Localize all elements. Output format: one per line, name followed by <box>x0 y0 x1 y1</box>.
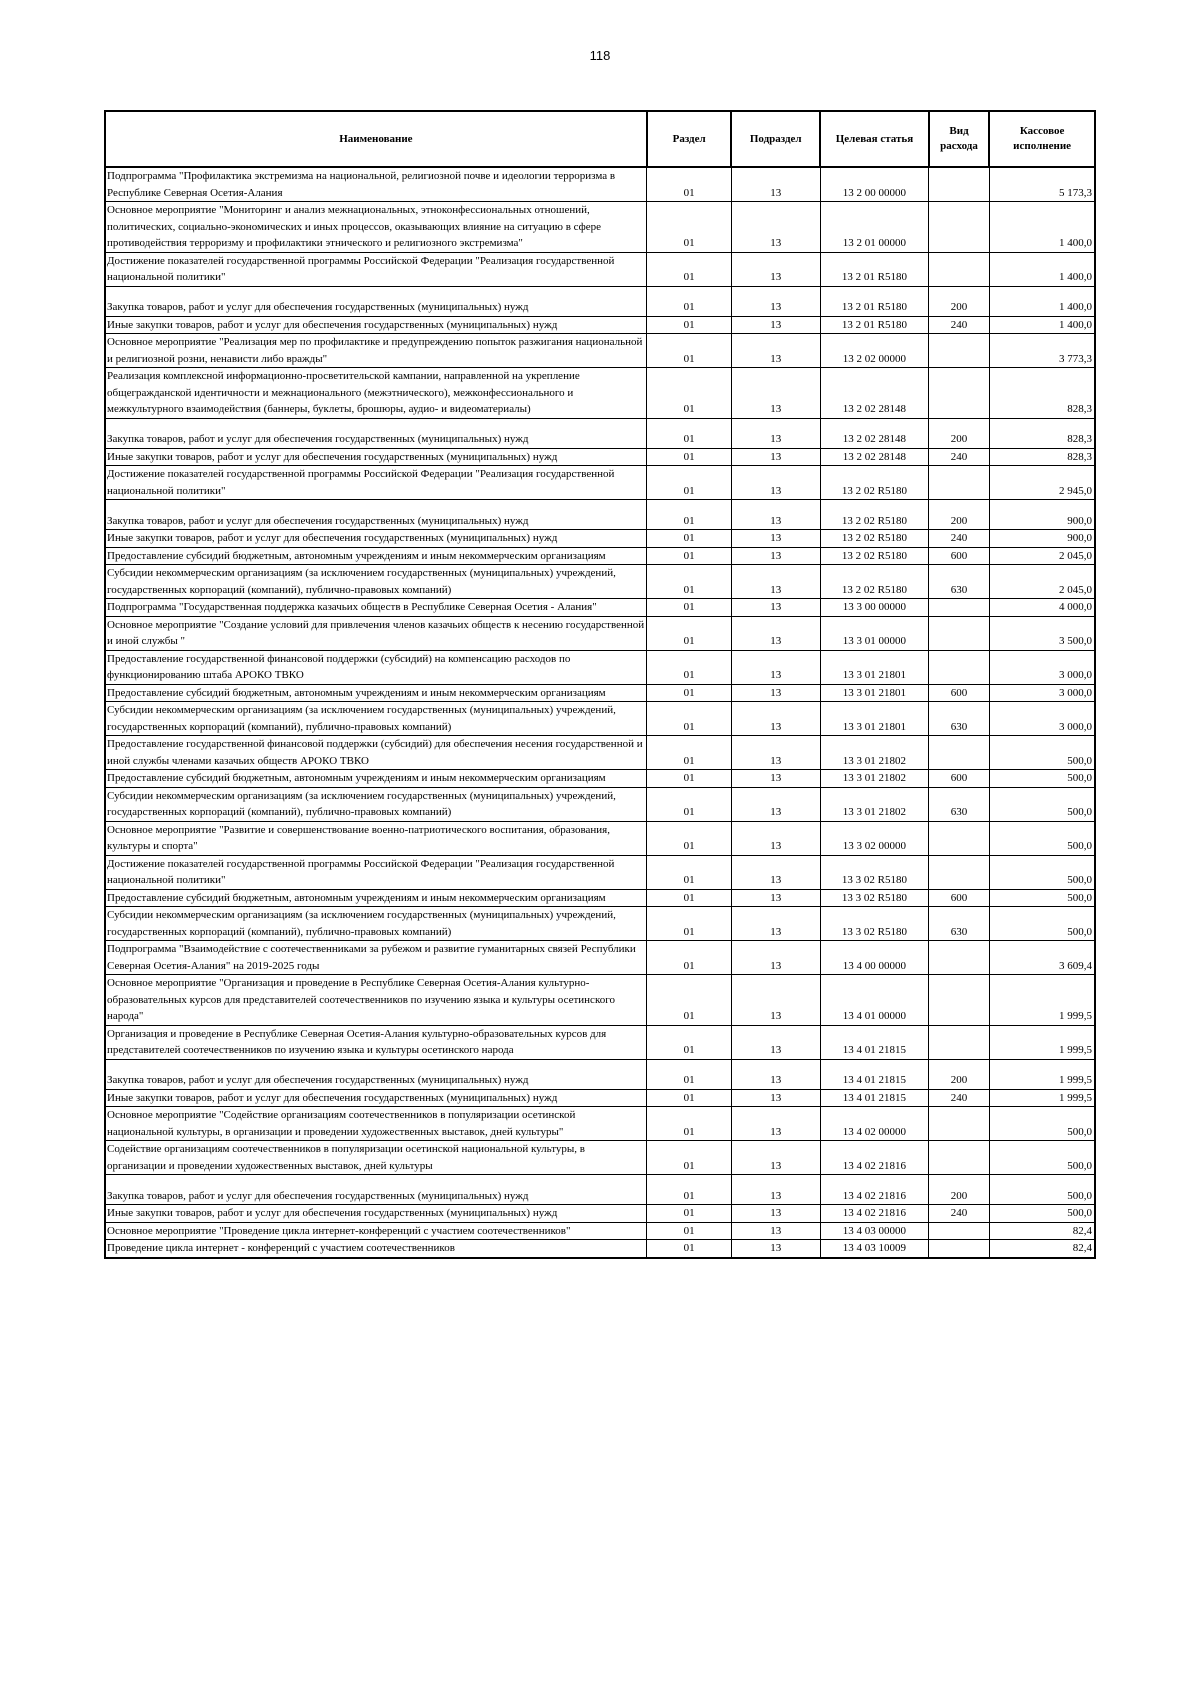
cell-expense-type <box>929 855 989 889</box>
table-row <box>105 787 1095 821</box>
cell-podrazdel: 13 <box>731 368 820 419</box>
cell-podrazdel: 13 <box>731 286 820 316</box>
cell-target-article: 13 2 00 00000 <box>820 167 929 202</box>
table-row <box>105 599 1095 617</box>
cell-razdel: 01 <box>647 1141 732 1175</box>
cell-cash-execution: 500,0 <box>989 736 1095 770</box>
cell-podrazdel: 13 <box>731 821 820 855</box>
cell-cash-execution: 2 045,0 <box>989 565 1095 599</box>
cell-expense-type: 630 <box>929 565 989 599</box>
cell-podrazdel: 13 <box>731 907 820 941</box>
cell-razdel: 01 <box>647 702 732 736</box>
cell-cash-execution: 828,3 <box>989 418 1095 448</box>
cell-name: Закупка товаров, работ и услуг для обеспечения государственных (муниципальных) нужд <box>105 418 647 448</box>
cell-target-article: 13 3 02 R5180 <box>820 855 929 889</box>
cell-name: Предоставление субсидий бюджетным, автономным учреждениям и иным некоммерческим организациям <box>105 889 647 907</box>
cell-target-article: 13 4 03 00000 <box>820 1222 929 1240</box>
cell-razdel: 01 <box>647 616 732 650</box>
cell-expense-type <box>929 736 989 770</box>
cell-name: Субсидии некоммерческим организациям (за исключением государственных (муниципальных) учреждений, государственных корпораций (компаний), публично-правовых компаний) <box>105 702 647 736</box>
cell-cash-execution: 500,0 <box>989 907 1095 941</box>
cell-podrazdel: 13 <box>731 1222 820 1240</box>
cell-name: Субсидии некоммерческим организациям (за исключением государственных (муниципальных) учреждений, государственных корпораций (компаний), публично-правовых компаний) <box>105 565 647 599</box>
cell-cash-execution: 1 999,5 <box>989 975 1095 1026</box>
table-row <box>105 855 1095 889</box>
cell-name: Содействие организациям соотечественников в популяризации осетинской национальной культуры, в организации и проведении художественных выставок, дней культуры <box>105 1141 647 1175</box>
table-row <box>105 547 1095 565</box>
cell-name: Организация и проведение в Республике Северная Осетия-Алания культурно-образовательных курсов для представителей соотечественников по изучению языка и культуры осетинского народа <box>105 1025 647 1059</box>
cell-expense-type: 240 <box>929 1205 989 1223</box>
cell-target-article: 13 4 03 10009 <box>820 1240 929 1258</box>
table-row <box>105 565 1095 599</box>
cell-podrazdel: 13 <box>731 599 820 617</box>
cell-name: Закупка товаров, работ и услуг для обеспечения государственных (муниципальных) нужд <box>105 286 647 316</box>
cell-expense-type <box>929 167 989 202</box>
cell-razdel: 01 <box>647 530 732 548</box>
cell-cash-execution: 500,0 <box>989 787 1095 821</box>
cell-name: Иные закупки товаров, работ и услуг для обеспечения государственных (муниципальных) нужд <box>105 316 647 334</box>
table-row <box>105 167 1095 202</box>
cell-razdel: 01 <box>647 599 732 617</box>
table-row <box>105 650 1095 684</box>
cell-cash-execution: 1 400,0 <box>989 202 1095 253</box>
cell-podrazdel: 13 <box>731 702 820 736</box>
cell-razdel: 01 <box>647 202 732 253</box>
cell-expense-type: 240 <box>929 1089 989 1107</box>
cell-razdel: 01 <box>647 368 732 419</box>
cell-razdel: 01 <box>647 547 732 565</box>
cell-name: Проведение цикла интернет - конференций с участием соотечественников <box>105 1240 647 1258</box>
cell-razdel: 01 <box>647 736 732 770</box>
cell-name: Подпрограмма "Государственная поддержка казачьих обществ в Республике Северная Осетия - Алания" <box>105 599 647 617</box>
cell-expense-type <box>929 1240 989 1258</box>
cell-expense-type <box>929 466 989 500</box>
cell-target-article: 13 4 02 21816 <box>820 1175 929 1205</box>
cell-razdel: 01 <box>647 770 732 788</box>
cell-podrazdel: 13 <box>731 855 820 889</box>
header-podrazdel: Подраздел <box>731 111 820 167</box>
cell-cash-execution: 500,0 <box>989 821 1095 855</box>
cell-razdel: 01 <box>647 650 732 684</box>
cell-cash-execution: 2 945,0 <box>989 466 1095 500</box>
cell-name: Основное мероприятие "Развитие и совершенствование военно-патриотического воспитания, образования, культуры и спорта" <box>105 821 647 855</box>
cell-razdel: 01 <box>647 466 732 500</box>
cell-cash-execution: 500,0 <box>989 1107 1095 1141</box>
cell-podrazdel: 13 <box>731 889 820 907</box>
cell-cash-execution: 4 000,0 <box>989 599 1095 617</box>
cell-cash-execution: 1 400,0 <box>989 286 1095 316</box>
cell-podrazdel: 13 <box>731 1089 820 1107</box>
cell-cash-execution: 3 773,3 <box>989 334 1095 368</box>
cell-razdel: 01 <box>647 167 732 202</box>
cell-target-article: 13 2 02 R5180 <box>820 500 929 530</box>
cell-name: Иные закупки товаров, работ и услуг для обеспечения государственных (муниципальных) нужд <box>105 530 647 548</box>
cell-target-article: 13 3 01 21801 <box>820 650 929 684</box>
cell-name: Предоставление субсидий бюджетным, автономным учреждениям и иным некоммерческим организациям <box>105 547 647 565</box>
cell-cash-execution: 1 400,0 <box>989 252 1095 286</box>
cell-cash-execution: 500,0 <box>989 1141 1095 1175</box>
cell-podrazdel: 13 <box>731 616 820 650</box>
cell-cash-execution: 82,4 <box>989 1222 1095 1240</box>
header-target-article: Целевая статья <box>820 111 929 167</box>
cell-expense-type <box>929 1025 989 1059</box>
cell-razdel: 01 <box>647 1025 732 1059</box>
cell-name: Основное мероприятие "Реализация мер по профилактике и предупреждению попыток разжигания национальной и религиозной розни, ненависти либо вражды" <box>105 334 647 368</box>
cell-expense-type <box>929 975 989 1026</box>
cell-podrazdel: 13 <box>731 334 820 368</box>
cell-podrazdel: 13 <box>731 202 820 253</box>
cell-target-article: 13 4 02 21816 <box>820 1141 929 1175</box>
cell-expense-type: 240 <box>929 448 989 466</box>
cell-target-article: 13 4 01 00000 <box>820 975 929 1026</box>
cell-expense-type: 600 <box>929 889 989 907</box>
table-row <box>105 418 1095 448</box>
cell-razdel: 01 <box>647 1175 732 1205</box>
cell-podrazdel: 13 <box>731 448 820 466</box>
cell-podrazdel: 13 <box>731 547 820 565</box>
cell-razdel: 01 <box>647 316 732 334</box>
cell-name: Закупка товаров, работ и услуг для обеспечения государственных (муниципальных) нужд <box>105 1175 647 1205</box>
cell-name: Основное мероприятие "Содействие организациям соотечественников в популяризации осетинской национальной культуры, в организации и проведении художественных выставок, дней культуры" <box>105 1107 647 1141</box>
cell-name: Подпрограмма "Взаимодействие с соотечественниками за рубежом и развитие гуманитарных связей Республики Северная Осетия-Алания" на 2019-2025 годы <box>105 941 647 975</box>
cell-target-article: 13 4 01 21815 <box>820 1025 929 1059</box>
cell-podrazdel: 13 <box>731 1175 820 1205</box>
cell-razdel: 01 <box>647 286 732 316</box>
cell-expense-type: 600 <box>929 547 989 565</box>
table-row <box>105 1059 1095 1089</box>
cell-cash-execution: 3 500,0 <box>989 616 1095 650</box>
cell-cash-execution: 3 609,4 <box>989 941 1095 975</box>
cell-target-article: 13 2 01 R5180 <box>820 252 929 286</box>
cell-razdel: 01 <box>647 334 732 368</box>
cell-name: Субсидии некоммерческим организациям (за исключением государственных (муниципальных) учреждений, государственных корпораций (компаний), публично-правовых компаний) <box>105 907 647 941</box>
table-row <box>105 252 1095 286</box>
cell-target-article: 13 2 02 R5180 <box>820 565 929 599</box>
cell-expense-type: 240 <box>929 530 989 548</box>
cell-razdel: 01 <box>647 787 732 821</box>
cell-target-article: 13 3 01 21802 <box>820 770 929 788</box>
cell-expense-type <box>929 941 989 975</box>
cell-target-article: 13 2 02 28148 <box>820 448 929 466</box>
table-row <box>105 1175 1095 1205</box>
cell-podrazdel: 13 <box>731 975 820 1026</box>
cell-podrazdel: 13 <box>731 1240 820 1258</box>
cell-cash-execution: 500,0 <box>989 889 1095 907</box>
table-row <box>105 1240 1095 1258</box>
cell-name: Иные закупки товаров, работ и услуг для обеспечения государственных (муниципальных) нужд <box>105 1205 647 1223</box>
cell-name: Предоставление субсидий бюджетным, автономным учреждениям и иным некоммерческим организациям <box>105 770 647 788</box>
table-row <box>105 316 1095 334</box>
cell-cash-execution: 3 000,0 <box>989 684 1095 702</box>
header-expense-type: Вид расхода <box>929 111 989 167</box>
cell-name: Основное мероприятие "Проведение цикла интернет-конференций с участием соотечественников" <box>105 1222 647 1240</box>
cell-cash-execution: 1 400,0 <box>989 316 1095 334</box>
cell-name: Субсидии некоммерческим организациям (за исключением государственных (муниципальных) учреждений, государственных корпораций (компаний), публично-правовых компаний) <box>105 787 647 821</box>
cell-expense-type <box>929 650 989 684</box>
cell-target-article: 13 4 00 00000 <box>820 941 929 975</box>
cell-name: Иные закупки товаров, работ и услуг для обеспечения государственных (муниципальных) нужд <box>105 1089 647 1107</box>
cell-razdel: 01 <box>647 1205 732 1223</box>
cell-podrazdel: 13 <box>731 787 820 821</box>
cell-expense-type <box>929 252 989 286</box>
cell-cash-execution: 900,0 <box>989 530 1095 548</box>
cell-target-article: 13 2 01 00000 <box>820 202 929 253</box>
table-row <box>105 1141 1095 1175</box>
table-row <box>105 286 1095 316</box>
table-row <box>105 368 1095 419</box>
cell-target-article: 13 4 01 21815 <box>820 1059 929 1089</box>
cell-razdel: 01 <box>647 1222 732 1240</box>
cell-cash-execution: 500,0 <box>989 1205 1095 1223</box>
cell-expense-type: 600 <box>929 770 989 788</box>
table-row <box>105 448 1095 466</box>
cell-razdel: 01 <box>647 941 732 975</box>
header-name: Наименование <box>105 111 647 167</box>
cell-podrazdel: 13 <box>731 941 820 975</box>
cell-razdel: 01 <box>647 975 732 1026</box>
cell-target-article: 13 3 01 21801 <box>820 684 929 702</box>
cell-razdel: 01 <box>647 565 732 599</box>
cell-target-article: 13 2 02 00000 <box>820 334 929 368</box>
cell-cash-execution: 500,0 <box>989 770 1095 788</box>
table-row <box>105 202 1095 253</box>
table-row <box>105 770 1095 788</box>
cell-cash-execution: 828,3 <box>989 368 1095 419</box>
cell-name: Предоставление государственной финансовой поддержки (субсидий) на компенсацию расходов по функционированию штаба АРОКО ТВКО <box>105 650 647 684</box>
table-row <box>105 1107 1095 1141</box>
cell-expense-type <box>929 368 989 419</box>
cell-target-article: 13 2 02 R5180 <box>820 547 929 565</box>
cell-cash-execution: 2 045,0 <box>989 547 1095 565</box>
cell-podrazdel: 13 <box>731 1141 820 1175</box>
cell-name: Закупка товаров, работ и услуг для обеспечения государственных (муниципальных) нужд <box>105 500 647 530</box>
cell-expense-type: 200 <box>929 286 989 316</box>
cell-podrazdel: 13 <box>731 530 820 548</box>
cell-podrazdel: 13 <box>731 770 820 788</box>
cell-podrazdel: 13 <box>731 418 820 448</box>
table-header-row <box>105 111 1095 167</box>
table-body <box>105 167 1095 1258</box>
table-row <box>105 1205 1095 1223</box>
cell-target-article: 13 3 01 21801 <box>820 702 929 736</box>
cell-podrazdel: 13 <box>731 316 820 334</box>
cell-name: Достижение показателей государственной программы Российской Федерации "Реализация государственной национальной политики" <box>105 855 647 889</box>
cell-podrazdel: 13 <box>731 167 820 202</box>
cell-target-article: 13 3 00 00000 <box>820 599 929 617</box>
cell-cash-execution: 3 000,0 <box>989 650 1095 684</box>
table-row <box>105 907 1095 941</box>
cell-expense-type <box>929 599 989 617</box>
budget-table <box>104 110 1096 1259</box>
cell-razdel: 01 <box>647 855 732 889</box>
table-row <box>105 466 1095 500</box>
cell-cash-execution: 1 999,5 <box>989 1025 1095 1059</box>
cell-target-article: 13 2 02 R5180 <box>820 530 929 548</box>
cell-target-article: 13 3 01 21802 <box>820 736 929 770</box>
cell-cash-execution: 3 000,0 <box>989 702 1095 736</box>
cell-name: Подпрограмма "Профилактика экстремизма на национальной, религиозной почве и идеологии терроризма в Республике Северная Осетия-Алания <box>105 167 647 202</box>
cell-name: Закупка товаров, работ и услуг для обеспечения государственных (муниципальных) нужд <box>105 1059 647 1089</box>
cell-razdel: 01 <box>647 1059 732 1089</box>
cell-expense-type: 200 <box>929 1059 989 1089</box>
cell-expense-type: 600 <box>929 684 989 702</box>
cell-podrazdel: 13 <box>731 252 820 286</box>
page-number: 118 <box>589 48 611 63</box>
table-row <box>105 975 1095 1026</box>
cell-name: Реализация комплексной информационно-просветительской кампании, направленной на укрепление общегражданской идентичности и межнационального (межэтнического), межконфессионального и межкультурного взаимодействия (баннеры, буклеты, брошюры, аудио- и видеоматериалы) <box>105 368 647 419</box>
cell-podrazdel: 13 <box>731 500 820 530</box>
cell-expense-type <box>929 821 989 855</box>
cell-target-article: 13 3 01 21802 <box>820 787 929 821</box>
cell-target-article: 13 4 02 21816 <box>820 1205 929 1223</box>
cell-target-article: 13 2 01 R5180 <box>820 286 929 316</box>
header-razdel: Раздел <box>647 111 732 167</box>
cell-podrazdel: 13 <box>731 466 820 500</box>
table-row <box>105 736 1095 770</box>
cell-name: Достижение показателей государственной программы Российской Федерации "Реализация государственной национальной политики" <box>105 466 647 500</box>
cell-expense-type: 630 <box>929 702 989 736</box>
cell-expense-type <box>929 202 989 253</box>
cell-target-article: 13 3 02 R5180 <box>820 889 929 907</box>
table-row <box>105 941 1095 975</box>
table-row <box>105 684 1095 702</box>
cell-target-article: 13 4 01 21815 <box>820 1089 929 1107</box>
cell-razdel: 01 <box>647 684 732 702</box>
table-row <box>105 889 1095 907</box>
cell-razdel: 01 <box>647 889 732 907</box>
cell-expense-type: 630 <box>929 787 989 821</box>
cell-expense-type: 200 <box>929 500 989 530</box>
cell-cash-execution: 500,0 <box>989 855 1095 889</box>
cell-razdel: 01 <box>647 252 732 286</box>
cell-expense-type: 240 <box>929 316 989 334</box>
cell-razdel: 01 <box>647 448 732 466</box>
cell-name: Основное мероприятие "Мониторинг и анализ межнациональных, этноконфессиональных отношений, политических, социально-экономических и иных процессов, оказывающих влияние на ситуацию в сфере противодействия терроризму и профилактики этнического и религиозного экстремизма" <box>105 202 647 253</box>
cell-razdel: 01 <box>647 500 732 530</box>
cell-podrazdel: 13 <box>731 736 820 770</box>
cell-podrazdel: 13 <box>731 1107 820 1141</box>
cell-cash-execution: 500,0 <box>989 1175 1095 1205</box>
cell-name: Предоставление субсидий бюджетным, автономным учреждениям и иным некоммерческим организациям <box>105 684 647 702</box>
cell-target-article: 13 2 02 R5180 <box>820 466 929 500</box>
cell-expense-type <box>929 1222 989 1240</box>
cell-cash-execution: 828,3 <box>989 448 1095 466</box>
table-row <box>105 1222 1095 1240</box>
cell-razdel: 01 <box>647 418 732 448</box>
cell-target-article: 13 4 02 00000 <box>820 1107 929 1141</box>
cell-expense-type <box>929 616 989 650</box>
cell-expense-type <box>929 334 989 368</box>
cell-podrazdel: 13 <box>731 1205 820 1223</box>
table-row <box>105 616 1095 650</box>
cell-expense-type: 200 <box>929 418 989 448</box>
table-row <box>105 530 1095 548</box>
cell-razdel: 01 <box>647 1089 732 1107</box>
cell-expense-type <box>929 1107 989 1141</box>
cell-target-article: 13 2 02 28148 <box>820 418 929 448</box>
cell-target-article: 13 3 02 R5180 <box>820 907 929 941</box>
cell-expense-type: 200 <box>929 1175 989 1205</box>
cell-podrazdel: 13 <box>731 565 820 599</box>
cell-podrazdel: 13 <box>731 1059 820 1089</box>
cell-cash-execution: 5 173,3 <box>989 167 1095 202</box>
table-row <box>105 500 1095 530</box>
cell-name: Предоставление государственной финансовой поддержки (субсидий) для обеспечения несения государственной и иной службы членами казачьих обществ АРОКО ТВКО <box>105 736 647 770</box>
header-cash-execution: Кассовое исполнение <box>989 111 1095 167</box>
table-row <box>105 1025 1095 1059</box>
cell-target-article: 13 3 01 00000 <box>820 616 929 650</box>
cell-expense-type <box>929 1141 989 1175</box>
cell-name: Достижение показателей государственной программы Российской Федерации "Реализация государственной национальной политики" <box>105 252 647 286</box>
cell-razdel: 01 <box>647 1240 732 1258</box>
cell-target-article: 13 2 02 28148 <box>820 368 929 419</box>
cell-target-article: 13 3 02 00000 <box>820 821 929 855</box>
cell-name: Основное мероприятие "Создание условий для привлечения членов казачьих обществ к несению государственной и иной службы " <box>105 616 647 650</box>
cell-cash-execution: 1 999,5 <box>989 1089 1095 1107</box>
cell-podrazdel: 13 <box>731 684 820 702</box>
cell-target-article: 13 2 01 R5180 <box>820 316 929 334</box>
cell-name: Основное мероприятие "Организация и проведение в Республике Северная Осетия-Алания культурно-образовательных курсов для представителей соотечественников по изучению языка и культуры осетинского народа" <box>105 975 647 1026</box>
cell-cash-execution: 82,4 <box>989 1240 1095 1258</box>
cell-cash-execution: 900,0 <box>989 500 1095 530</box>
cell-name: Иные закупки товаров, работ и услуг для обеспечения государственных (муниципальных) нужд <box>105 448 647 466</box>
cell-podrazdel: 13 <box>731 1025 820 1059</box>
table-row <box>105 1089 1095 1107</box>
table-row <box>105 702 1095 736</box>
cell-expense-type: 630 <box>929 907 989 941</box>
table-row <box>105 334 1095 368</box>
cell-razdel: 01 <box>647 821 732 855</box>
cell-razdel: 01 <box>647 1107 732 1141</box>
cell-podrazdel: 13 <box>731 650 820 684</box>
cell-razdel: 01 <box>647 907 732 941</box>
table-row <box>105 821 1095 855</box>
cell-cash-execution: 1 999,5 <box>989 1059 1095 1089</box>
